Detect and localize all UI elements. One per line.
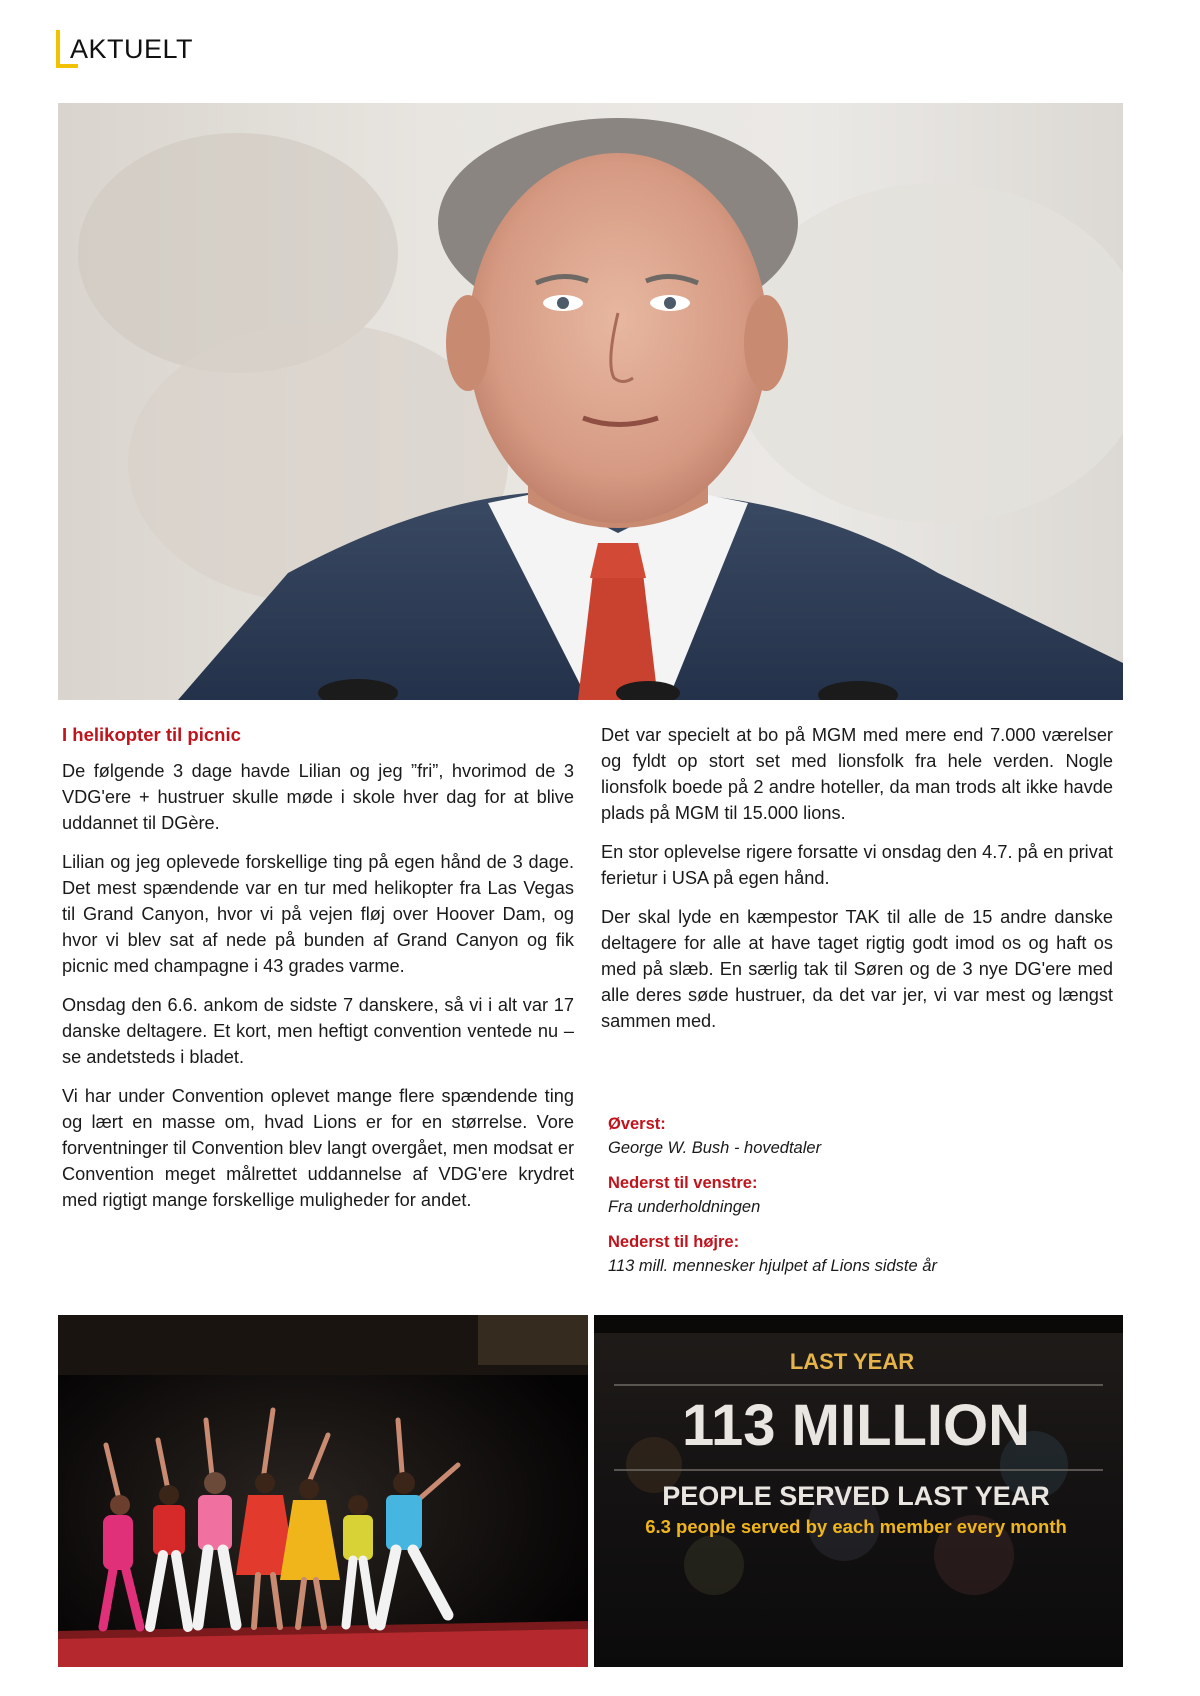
caption-label: Nederst til venstre: (608, 1174, 758, 1192)
speaker-portrait-illustration (58, 103, 1123, 700)
caption-text: 113 mill. mennesker hjulpet af Lions sidste år (608, 1257, 937, 1275)
article-paragraph: Onsdag den 6.6. ankom de sidste 7 danskere, så vi i alt var 17 danske deltagere. Et kort, men heftigt convention ventede nu – se andetsteds i bladet. (62, 995, 574, 1067)
article-paragraph: De følgende 3 dage havde Lilian og jeg ”fri”, hvorimod de 3 VDG'ere + hustruer skulle møde i skole hver dag for at blive uddannet til DGère. (62, 761, 574, 833)
bottom-right-photo-stats-screen (594, 1315, 1123, 1667)
caption-text: George W. Bush - hovedtaler (608, 1139, 822, 1157)
dancers-illustration (58, 1315, 588, 1667)
caption-label: Øverst: (608, 1115, 666, 1133)
article-paragraph: Der skal lyde en kæmpestor TAK til alle de 15 andre danske deltagere for alle at have taget rigtig godt imod os og haft os med på slæb. En særlig tak til Søren og de 3 nye DG'ere med alle deres søde hustruer, da det var jer, vi var mest og længst sammen med. (601, 907, 1113, 1031)
article-paragraph: Det var specielt at bo på MGM med mere end 7.000 værelser og fyldt op stort set med lionsfolk fra hele verden. Nogle lionsfolk boede på 2 andre hoteller, da man trods alt ikke havde plads på MGM til 15.000 lions. (601, 725, 1113, 823)
article-paragraph: Vi har under Convention oplevet mange flere spændende ting og lært en masse om, hvad Lions er for en størrelse. Vore forventninger til Convention blev langt overgået, men modsat er Convention meget målrettet uddannelse af VDG'ere krydret med rigtigt mange forskellige muligheder for andet. (62, 1086, 574, 1210)
article-right-column (601, 722, 1113, 1047)
screen-subhead: PEOPLE SERVED LAST YEAR (662, 1481, 1050, 1511)
stats-screen-illustration (594, 1315, 1123, 1667)
photo-captions (608, 1112, 1108, 1289)
article-paragraph: En stor oplevelse rigere forsatte vi onsdag den 4.7. på en privat ferietur i USA på egen hånd. (601, 842, 1113, 888)
bottom-left-photo-dancers (58, 1315, 588, 1667)
section-title: AKTUELT (70, 34, 194, 64)
screen-headline: 113 MILLION (681, 1393, 1031, 1458)
top-photo-speaker (58, 103, 1123, 700)
article-left-column (62, 722, 574, 1226)
article-paragraph: Lilian og jeg oplevede forskellige ting på egen hånd de 3 dage. Det mest spændende var en tur med helikopter fra Las Vegas til Grand Canyon, hvor vi på vejen fløj over Hoover Dam, og hvor vi blev sat af nede på bunden af Grand Canyon og fik picnic med champagne i 43 grades varme. (62, 852, 574, 976)
screen-label: LAST YEAR (789, 1349, 915, 1374)
caption-label: Nederst til højre: (608, 1233, 740, 1251)
screen-note: 6.3 people served by each member every month (645, 1516, 1067, 1537)
caption-text: Fra underholdningen (608, 1198, 761, 1216)
article-title: I helikopter til picnic (62, 724, 241, 745)
